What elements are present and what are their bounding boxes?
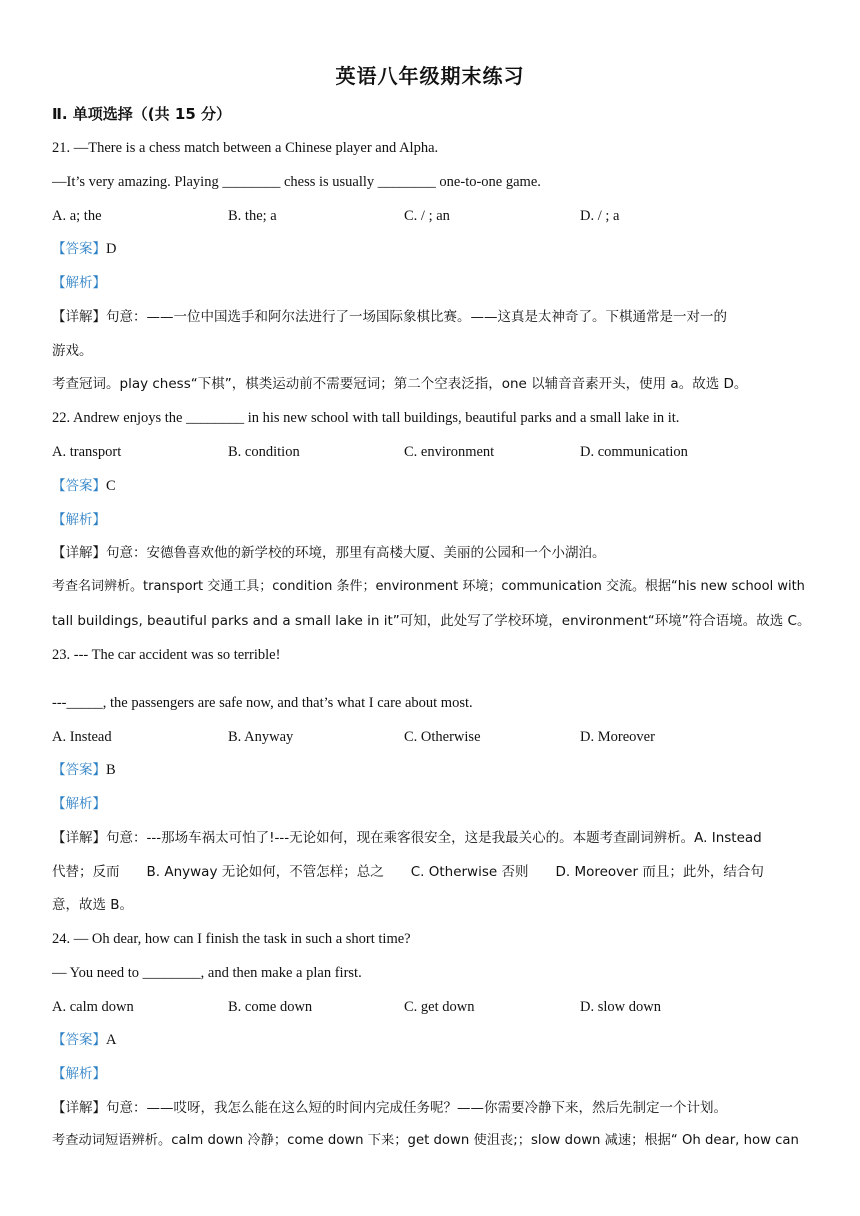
section-heading: Ⅱ. 单项选择（(共 15 分） bbox=[52, 105, 231, 123]
detail-tag: 【详解】 bbox=[52, 1100, 106, 1116]
question-22-detail-1 bbox=[52, 543, 812, 563]
question-21-detail-2: 游戏。 bbox=[52, 343, 93, 359]
question-23-stem-2: ---_____, the passengers are safe now, and that’s what I care about most. bbox=[52, 695, 473, 711]
question-24-option-a: A. calm down bbox=[52, 999, 134, 1015]
question-23-stem-1: 23. --- The car accident was so terrible! bbox=[52, 647, 281, 663]
detail-tag: 【详解】 bbox=[52, 545, 106, 561]
question-23-option-b: B. Anyway bbox=[228, 729, 294, 745]
question-21-option-c: C. / ; an bbox=[404, 208, 450, 224]
question-23-detail-3: 意，故选 B。 bbox=[52, 897, 134, 913]
answer-tag: 【答案】 bbox=[52, 478, 106, 494]
question-24-answer bbox=[52, 1030, 812, 1050]
question-24-option-d: D. slow down bbox=[580, 999, 661, 1015]
analysis-tag: 【解析】 bbox=[52, 512, 106, 528]
question-24-option-c: C. get down bbox=[404, 999, 475, 1015]
question-22-option-b: B. condition bbox=[228, 444, 300, 460]
question-21-option-d: D. / ; a bbox=[580, 208, 620, 224]
question-23-analysis-tag bbox=[52, 794, 812, 814]
question-23-option-c: C. Otherwise bbox=[404, 729, 481, 745]
detail-text: 句意：——哎呀，我怎么能在这么短的时间内完成任务呢？——你需要冷静下来，然后先制定一个计划。 bbox=[106, 1100, 727, 1116]
question-22-analysis-tag bbox=[52, 510, 812, 530]
question-21-option-a: A. a; the bbox=[52, 208, 102, 224]
question-23-detail-2: 代替；反而 B. Anyway 无论如何，不管怎样；总之 C. Otherwise 否则 D. Moreover 而且；此外，结合句 bbox=[52, 864, 764, 880]
question-24-option-b: B. come down bbox=[228, 999, 313, 1015]
detail-tag: 【详解】 bbox=[52, 309, 106, 325]
analysis-tag: 【解析】 bbox=[52, 1066, 106, 1082]
question-24-stem-2: — You need to ________, and then make a plan first. bbox=[52, 965, 362, 981]
question-22-option-a: A. transport bbox=[52, 444, 122, 460]
answer-value: B bbox=[106, 762, 116, 778]
answer-value: A bbox=[106, 1032, 117, 1048]
detail-tag: 【详解】 bbox=[52, 830, 106, 846]
question-22-stem-1: 22. Andrew enjoys the ________ in his new school with tall buildings, beautiful parks and a small lake in it. bbox=[52, 410, 680, 426]
detail-text: 句意：---那场车祸太可怕了!---无论如何，现在乘客很安全，这是我最关心的。本题考查副词辨析。A. Instead bbox=[106, 830, 762, 846]
question-21-option-b: B. the; a bbox=[228, 208, 277, 224]
detail-text: 句意：安德鲁喜欢他的新学校的环境，那里有高楼大厦、美丽的公园和一个小湖泊。 bbox=[106, 545, 606, 561]
analysis-tag: 【解析】 bbox=[52, 275, 106, 291]
analysis-tag: 【解析】 bbox=[52, 796, 106, 812]
question-21-answer bbox=[52, 239, 812, 259]
question-21-detail-3: 考查冠词。play chess“下棋”，棋类运动前不需要冠词；第二个空表泛指，one 以辅音音素开头，使用 a。故选 D。 bbox=[52, 376, 748, 392]
answer-value: C bbox=[106, 478, 116, 494]
question-22-option-c: C. environment bbox=[404, 444, 495, 460]
question-22-answer bbox=[52, 476, 812, 496]
question-21-analysis-tag bbox=[52, 273, 812, 293]
question-22-detail-2: 考查名词辨析。transport 交通工具；condition 条件；environment 环境；communication 交流。根据“his new school with bbox=[52, 579, 805, 594]
question-21-stem-1: 21. —There is a chess match between a Chinese player and Alpha. bbox=[52, 140, 439, 156]
page-title: 英语八年级期末练习 bbox=[335, 64, 525, 88]
answer-tag: 【答案】 bbox=[52, 1032, 106, 1048]
answer-tag: 【答案】 bbox=[52, 762, 106, 778]
question-22-option-d: D. communication bbox=[580, 444, 688, 460]
question-21-detail-1 bbox=[52, 307, 812, 327]
question-23-option-d: D. Moreover bbox=[580, 729, 655, 745]
answer-value: D bbox=[106, 241, 117, 257]
detail-text: 句意：——一位中国选手和阿尔法进行了一场国际象棋比赛。——这真是太神奇了。下棋通常是一对一的 bbox=[106, 309, 727, 325]
question-22-detail-3: tall buildings, beautiful parks and a small lake in it”可知，此处写了学校环境，environment“环境”符合语境。故选 C。 bbox=[52, 613, 811, 629]
question-23-option-a: A. Instead bbox=[52, 729, 112, 745]
answer-tag: 【答案】 bbox=[52, 241, 106, 257]
question-24-stem-1: 24. — Oh dear, how can I finish the task in such a short time? bbox=[52, 931, 411, 947]
question-24-detail-1 bbox=[52, 1098, 812, 1118]
question-21-stem-2: —It’s very amazing. Playing ________ chess is usually ________ one-to-one game. bbox=[52, 174, 541, 190]
question-23-answer bbox=[52, 760, 812, 780]
question-24-detail-2: 考查动词短语辨析。calm down 冷静；come down 下来；get down 使沮丧;；slow down 减速；根据“ Oh dear, how can bbox=[52, 1133, 799, 1148]
question-23-detail-1 bbox=[52, 828, 812, 848]
question-24-analysis-tag bbox=[52, 1064, 812, 1084]
